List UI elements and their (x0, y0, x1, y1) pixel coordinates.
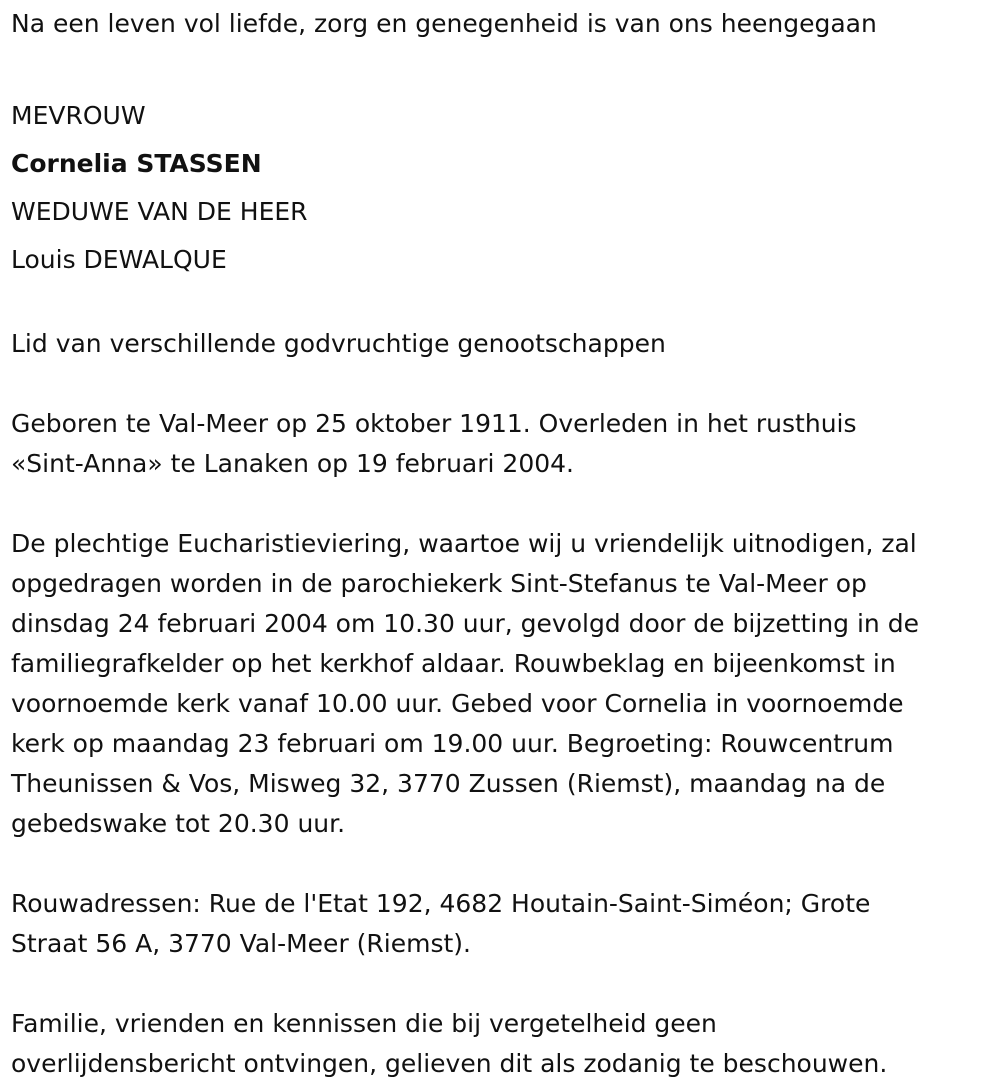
text-line: «Sint-Anna» te Lanaken op 19 februari 2004. (11, 449, 574, 478)
spacer (11, 44, 980, 84)
deceased-name: Cornelia STASSEN (11, 149, 262, 178)
spacer (11, 964, 980, 1004)
ceremony-paragraph (11, 524, 980, 844)
intro-text: Na een leven vol liefde, zorg en genegenheid is van ons heengegaan (11, 9, 877, 38)
text-line: overlijdensbericht ontvingen, gelieven dit als zodanig te beschouwen. (11, 1049, 888, 1078)
closing-paragraph (11, 1004, 980, 1084)
spacer (11, 844, 980, 884)
text-line: Theunissen & Vos, Misweg 32, 3770 Zussen (Riemst), maandag na de (11, 769, 886, 798)
spacer (11, 364, 980, 404)
text-line: familiegrafkelder op het kerkhof aldaar. Rouwbeklag en bijeenkomst in (11, 649, 896, 678)
deceased-block (11, 92, 980, 284)
text-line: opgedragen worden in de parochiekerk Sint-Stefanus te Val-Meer op (11, 569, 867, 598)
text-line: De plechtige Eucharistieviering, waartoe wij u vriendelijk uitnodigen, zal (11, 529, 917, 558)
text-line: Geboren te Val-Meer op 25 oktober 1911. Overleden in het rusthuis (11, 409, 857, 438)
spacer (11, 284, 980, 324)
text-line: gebedswake tot 20.30 uur. (11, 809, 346, 838)
text-line: voornoemde kerk vanaf 10.00 uur. Gebed voor Cornelia in voornoemde (11, 689, 904, 718)
text-line: Straat 56 A, 3770 Val-Meer (Riemst). (11, 929, 471, 958)
text-line: dinsdag 24 februari 2004 om 10.30 uur, gevolgd door de bijzetting in de (11, 609, 919, 638)
text-line: Familie, vrienden en kennissen die bij vergetelheid geen (11, 1009, 717, 1038)
text-line: kerk op maandag 23 februari om 19.00 uur. Begroeting: Rouwcentrum (11, 729, 894, 758)
spouse-name: Louis DEWALQUE (11, 245, 227, 274)
birth-death-paragraph (11, 404, 980, 484)
text-line: Rouwadressen: Rue de l'Etat 192, 4682 Houtain-Saint-Siméon; Grote (11, 889, 871, 918)
addresses-paragraph (11, 884, 980, 964)
widow-of-label: WEDUWE VAN DE HEER (11, 197, 308, 226)
honorific: MEVROUW (11, 101, 146, 130)
spacer (11, 484, 980, 524)
membership-text: Lid van verschillende godvruchtige genootschappen (11, 329, 666, 358)
